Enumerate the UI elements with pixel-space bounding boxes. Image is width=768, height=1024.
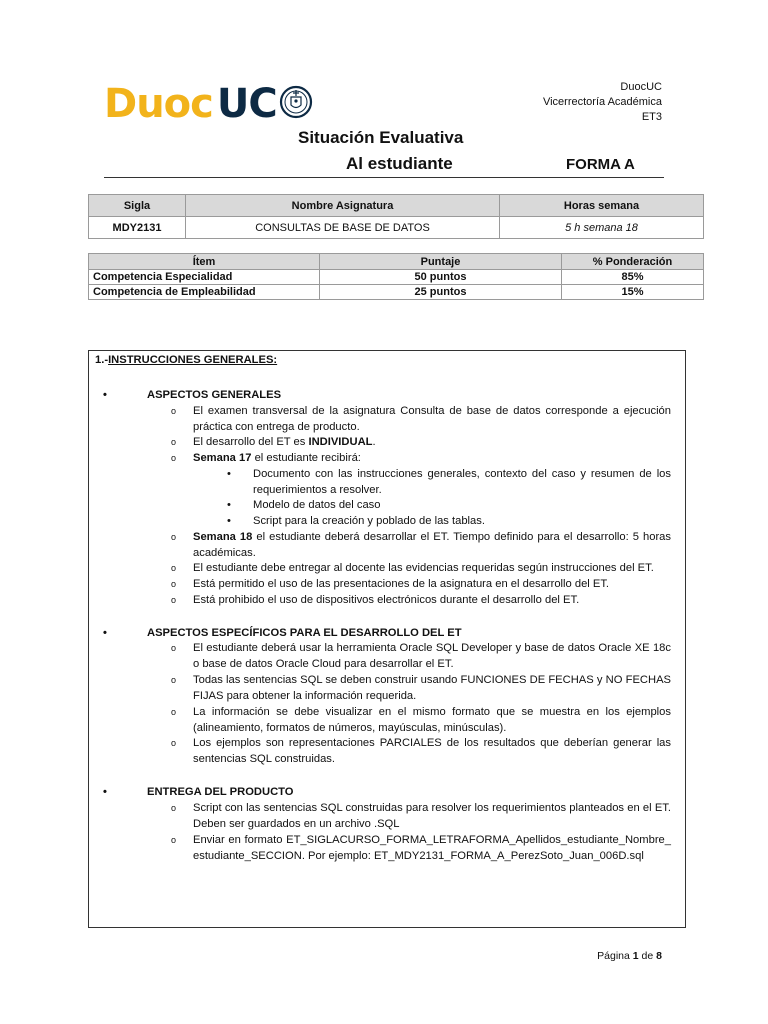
logo-uc-text: UC [216, 81, 277, 127]
page-de: de [641, 950, 654, 962]
circle-bullet-icon: o [171, 835, 177, 845]
section-heading-generales [103, 388, 281, 404]
instructions-box [88, 350, 686, 928]
section-heading-entrega [103, 785, 294, 801]
cell-puntaje: 25 puntos [320, 285, 562, 300]
header-org-info [543, 80, 662, 125]
circle-bullet-icon: o [171, 532, 177, 542]
circle-bullet-icon: o [171, 453, 177, 463]
circle-bullet-icon: o [171, 579, 177, 589]
list-item [171, 641, 671, 672]
instructions-prefix: 1.- [95, 354, 109, 366]
list-item [171, 451, 671, 467]
list-item [171, 736, 671, 767]
circle-bullet-icon: o [171, 406, 177, 416]
course-table [88, 194, 704, 239]
list-item [171, 530, 671, 561]
list-item-text: El estudiante deberá usar la herramienta Oracle SQL Developer y base de datos Oracle XE 18c o base de datos Oracle Cloud para desarrollar el ET. [193, 642, 671, 670]
university-seal-icon [277, 78, 315, 126]
cell-item: Competencia de Empleabilidad [89, 285, 320, 300]
logo-duoc-text: Duoc [104, 81, 213, 127]
semana17-bold: Semana 17 [193, 452, 252, 464]
org-line-1: DuocUC [620, 81, 662, 93]
cell-nombre-asignatura: CONSULTAS DE BASE DE DATOS [186, 217, 500, 239]
heading-generales-text: ASPECTOS GENERALES [147, 389, 282, 401]
page-number [597, 950, 662, 962]
header-nombre-asignatura: Nombre Asignatura [186, 195, 500, 217]
document-title: Situación Evaluativa [298, 128, 464, 147]
page-current: 1 [632, 950, 639, 962]
page-total: 8 [656, 950, 662, 962]
score-table-header [89, 254, 704, 270]
list-item-text: Los ejemplos son representaciones PARCIALES de los resultados que deberían generar las sentencias SQL construidas. [193, 737, 671, 765]
section-heading-especificos [103, 626, 462, 642]
list-item [171, 577, 671, 593]
document-subtitle: Al estudiante [346, 154, 453, 173]
heading-entrega-text: ENTREGA DEL PRODUCTO [147, 786, 294, 798]
org-line-3: ET3 [641, 111, 662, 123]
list-item-text: Todas las sentencias SQL se deben construir usando FUNCIONES DE FECHAS y NO FECHAS FIJAS para obtener la información requerida. [193, 674, 671, 702]
cell-sigla: MDY2131 [89, 217, 186, 239]
list-item-text: El examen transversal de la asignatura Consulta de base de datos corresponde a ejecución práctica con entrega de producto. [193, 405, 671, 433]
circle-bullet-icon: o [171, 563, 177, 573]
list-item-text: Está prohibido el uso de dispositivos electrónicos durante el desarrollo del ET. [193, 594, 580, 606]
sub-list-item [227, 498, 671, 514]
title-divider [104, 177, 664, 178]
circle-bullet-icon: o [171, 437, 177, 447]
cell-horas-semana: 5 h semana 18 [500, 217, 704, 239]
list-item-text: La información se debe visualizar en el mismo formato que se muestra en los ejemplos (alineamiento, formatos de números, mayúsculas, minúsculas). [193, 706, 671, 734]
list-item-text: Está permitido el uso de las presentaciones de la asignatura en el desarrollo del ET. [193, 578, 610, 590]
cell-item: Competencia Especialidad [89, 270, 320, 285]
list-item [171, 561, 671, 577]
sub-list-item-text: Documento con las instrucciones generales, contexto del caso y resumen de los requerimientos a resolver. [253, 468, 671, 496]
list-item-text: El estudiante debe entregar al docente las evidencias requeridas según instrucciones del ET. [193, 562, 654, 574]
circle-bullet-icon: o [171, 675, 177, 685]
list-item-text: El desarrollo del ET es INDIVIDUAL. [193, 436, 376, 448]
header-horas-semana: Horas semana [500, 195, 704, 217]
bullet-icon: • [227, 499, 231, 511]
circle-bullet-icon: o [171, 738, 177, 748]
bullet-icon: • [103, 627, 107, 639]
semana18-bold: Semana 18 [193, 531, 253, 543]
forma-label: FORMA A [566, 156, 635, 173]
sub-list-item [227, 514, 671, 530]
sub-list-item-text: Modelo de datos del caso [253, 499, 381, 511]
header-sigla: Sigla [89, 195, 186, 217]
duoc-uc-logo [104, 80, 315, 130]
page-label: Página [597, 950, 630, 962]
list-item [171, 833, 671, 864]
instructions-title-text: INSTRUCCIONES GENERALES: [108, 354, 278, 366]
cell-ponderacion: 85% [562, 270, 704, 285]
list-item-text [193, 530, 671, 561]
list-item [171, 593, 671, 609]
heading-especificos-text: ASPECTOS ESPECÍFICOS PARA EL DESARROLLO DEL ET [147, 627, 462, 639]
list-item [171, 673, 671, 704]
circle-bullet-icon: o [171, 595, 177, 605]
circle-bullet-icon: o [171, 643, 177, 653]
individual-bold: INDIVIDUAL [308, 436, 373, 448]
course-table-header [89, 195, 704, 217]
list-item-text: Script con las sentencias SQL construidas para resolver los requerimientos planteados en el ET. Deben ser guardados en un archivo .SQL [193, 802, 671, 830]
bullet-icon: • [227, 515, 231, 527]
list-item [171, 404, 671, 435]
cell-ponderacion: 15% [562, 285, 704, 300]
header-item: Ítem [89, 254, 320, 270]
semana17-rest: el estudiante recibirá: [251, 452, 361, 464]
semana18-rest: el estudiante deberá desarrollar el ET. Tiempo definido para el desarrollo: 5 horas académicas. [193, 531, 672, 559]
list-item-text: Enviar en formato ET_SIGLACURSO_FORMA_LETRAFORMA_Apellidos_estudiante_Nombre_estudiante_SECCION. Por ejemplo: ET_MDY2131_FORMA_A_PerezSoto_Juan_006D.sql [193, 834, 671, 862]
circle-bullet-icon: o [171, 803, 177, 813]
org-line-2: Vicerrectoría Académica [542, 96, 662, 108]
bullet-icon: • [103, 786, 107, 798]
circle-bullet-icon: o [171, 707, 177, 717]
table-row [89, 270, 704, 285]
individual-prefix: El desarrollo del ET es [193, 436, 306, 448]
table-row [89, 285, 704, 300]
list-item [171, 801, 671, 832]
table-row [89, 217, 704, 239]
sub-list-item [227, 467, 671, 498]
bullet-icon: • [227, 468, 231, 480]
list-item [171, 435, 671, 451]
instructions-title [95, 353, 277, 369]
header-ponderacion: % Ponderación [562, 254, 704, 270]
sub-list-item-text: Script para la creación y poblado de las tablas. [253, 515, 485, 527]
score-table [88, 253, 704, 300]
cell-puntaje: 50 puntos [320, 270, 562, 285]
header-puntaje: Puntaje [320, 254, 562, 270]
list-item [171, 705, 671, 736]
list-item-text [193, 451, 671, 467]
bullet-icon: • [103, 389, 107, 401]
